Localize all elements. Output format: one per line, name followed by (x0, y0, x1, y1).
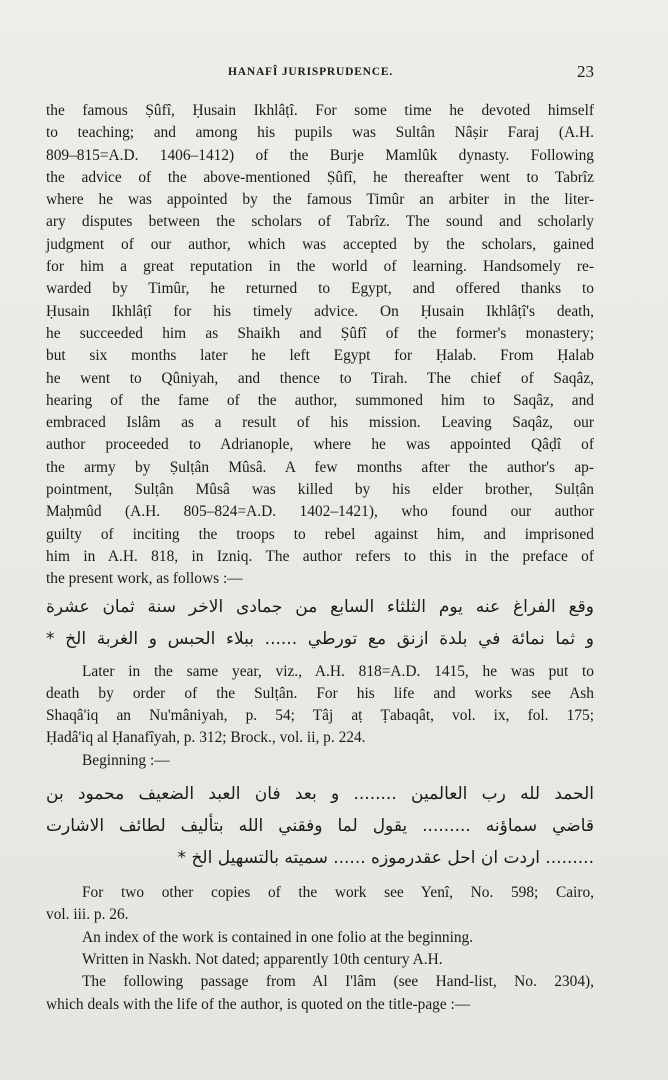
text-line: Ḥusain Ikhlâṭî for his timely advice. On Ḥusain Ikhlâṭî's death, (46, 302, 594, 320)
paragraph-biography (46, 100, 594, 591)
text-line: the advice of the above-mentioned Ṣûfî, he thereafter went to Tabrîz (46, 168, 594, 186)
page-header (48, 62, 594, 86)
paragraph-copies (46, 882, 594, 927)
text-line: death by order of the Sulṭân. For his life and works see Ash (46, 684, 594, 702)
text-line: the present work, as follows :— (46, 570, 243, 588)
text-line: but six months later he left Egypt for Ḥalab. From Ḥalab (46, 347, 594, 365)
paragraph-title-page (46, 971, 594, 1016)
arabic-line: قاضي سماؤنه ......... يقول لما وفقني الله بتأليف لطائف الاشارت (46, 816, 594, 837)
text-line: pointment, Sulṭân Mûsâ was killed by his elder brother, Sulṭân (46, 481, 594, 499)
text-line: 809–815=A.D. 1406–1412) of the Burje Mamlûk dynasty. Following (46, 146, 594, 164)
text-line: vol. iii. p. 26. (46, 906, 129, 924)
text-line: he went to Qûniyah, and thence to Tirah. The chief of Saqâz, (46, 369, 594, 387)
text-line: him in A.H. 818, in Izniq. The author refers to this in the preface of (46, 547, 594, 565)
text-line: The following passage from Al I'lâm (see Hand-list, No. 2304), (82, 973, 594, 991)
text-line: warded by Timûr, he returned to Egypt, and offered thanks to (46, 280, 594, 298)
text-line: embraced Islâm as a result of his mission. Leaving Saqâz, our (46, 414, 594, 432)
text-line: to teaching; and among his pupils was Sultân Nâṣir Faraj (A.H. (46, 124, 594, 142)
arabic-quote-preface (46, 591, 594, 655)
text-line: ary disputes between the scholars of Tabrîz. The sound and scholarly (46, 213, 594, 231)
arabic-line: الحمد لله رب العالمين ........ و بعد فان العبد الضعيف محمود بن (46, 784, 594, 805)
text-line: the army by Ṣulṭân Mûsâ. A few months after the author's ap- (46, 458, 594, 476)
paragraph-index: An index of the work is contained in one folio at the beginning. (82, 928, 474, 946)
text-line: judgment of our author, which was accepted by the scholars, gained (46, 235, 594, 253)
text-line: guilty of inciting the troops to rebel against him, and imprisoned (46, 525, 594, 543)
arabic-line: ......... اردت ان احل عقدرموزه ...... سميته بالتسهيل الخ * (177, 848, 594, 869)
text-line: he succeeded him as Shaikh and Ṣûfî of the former's monastery; (46, 324, 594, 342)
page-number: 23 (577, 62, 594, 81)
text-line: Shaqâ'iq an Nu'mâniyah, p. 54; Tâj aṭ Ṭabaqât, vol. ix, fol. 175; (46, 707, 594, 725)
text-line: Later in the same year, viz., A.H. 818=A.D. 1415, he was put to (82, 662, 594, 680)
arabic-line: و ثما نمائة في بلدة ازنق مع تورطي ...... ببلاء الحبس و الغربة الخ * (46, 628, 594, 649)
text-line: for him a great reputation in the world of learning. Handsomely re- (46, 258, 594, 276)
text-line: Ḥadâ'iq al Ḥanafîyah, p. 312; Brock., vol. ii, p. 224. (46, 729, 366, 747)
paragraph-script: Written in Naskh. Not dated; apparently 10th century A.H. (82, 950, 443, 968)
text-line: where he was appointed by the famous Timûr an arbiter in the liter- (46, 191, 594, 209)
paragraph-death (46, 661, 594, 750)
arabic-quote-beginning (46, 778, 594, 874)
text-line: For two other copies of the work see Yenî, No. 598; Cairo, (82, 884, 594, 902)
text-line: hearing of the fame of the author, summoned him to Saqâz, and (46, 391, 594, 409)
text-line: the famous Ṣûfî, Ḥusain Ikhlâṭî. For some time he devoted himself (46, 102, 594, 119)
running-head: HANAFÎ JURISPRUDENCE. (228, 66, 394, 78)
text-line: Maḥmûd (A.H. 805–824=A.D. 1402–1421), who found our author (46, 503, 594, 521)
text-line: author proceeded to Adrianople, where he was appointed Qâḍî of (46, 436, 594, 454)
beginning-label: Beginning :— (82, 751, 170, 769)
body-text (46, 100, 594, 1016)
text-line: which deals with the life of the author, is quoted on the title-page :— (46, 995, 471, 1013)
arabic-line: وقع الفراغ عنه يوم الثلثاء السابع من جمادى الاخر سنة ثمان عشرة (46, 596, 594, 617)
